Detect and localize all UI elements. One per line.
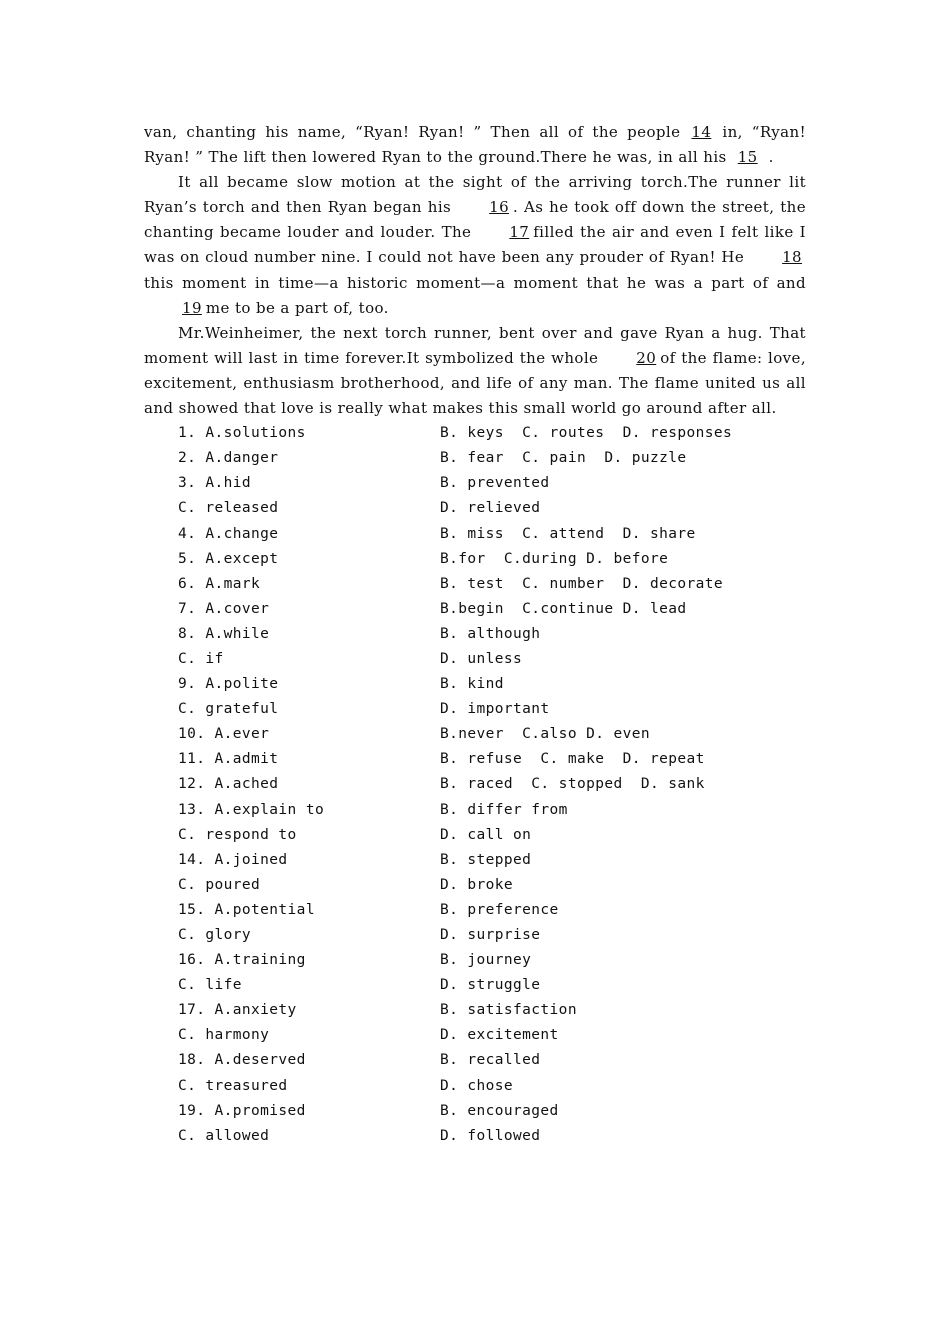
option-right: B.never C.also D. even [440,726,650,743]
option-row [144,1124,806,1149]
option-left: 6. A.mark [178,575,261,592]
option-right: D. struggle [440,977,541,994]
option-left: 11. A.admit [178,751,279,768]
option-row [144,747,806,772]
option-left: 9. A.polite [178,676,279,693]
option-right: B.for C.during D. before [440,550,669,567]
option-row [144,823,806,848]
option-row [144,722,806,747]
option-left: 12. A.ached [178,776,279,793]
paragraph-text: in, “Ryan! Ryan! ” The lift then lowered Ryan to the ground.There he was, in all his [144,123,806,167]
option-right: D. unless [440,650,523,667]
option-left: 4. A.change [178,525,279,542]
option-left: 10. A.ever [178,726,270,743]
option-left: 19. A.promised [178,1102,306,1119]
option-right: B. fear C. pain D. puzzle [440,450,687,467]
option-right: B. satisfaction [440,1002,577,1019]
option-right: B. prevented [440,475,550,492]
blank-19: 19 [182,298,202,317]
blank-18: 18 [782,248,802,267]
option-left: C. released [178,500,279,517]
document-page [144,120,806,1149]
option-right: D. broke [440,876,514,893]
option-left: C. harmony [178,1027,270,1044]
option-left: C. poured [178,876,261,893]
option-right: B. journey [440,952,532,969]
blank-20: 20 [636,348,657,367]
option-row [144,522,806,547]
option-row [144,1023,806,1048]
option-row [144,672,806,697]
option-left: 3. A.hid [178,475,252,492]
option-right: B. miss C. attend D. share [440,525,696,542]
blank-14: 14 [691,123,712,141]
blank-17: 17 [509,223,530,242]
option-right: B. preference [440,901,559,918]
option-right: B. recalled [440,1052,541,1069]
option-row [144,1048,806,1073]
paragraph-text: filled the air and even I felt like I was on cloud number nine. I could not have been any prouder of Ryan! He [144,223,806,267]
paragraph-text: It all became slow motion at the sight of the arriving torch.The runner lit Ryan’s torch and then Ryan began his [144,173,806,217]
paragraph-text: of the flame: love, excitement, enthusiasm brotherhood, and life of any man. The flame united us all and showed that love is really what makes this small world go around after all. [144,348,806,418]
option-left: C. treasured [178,1077,288,1094]
option-row [144,496,806,521]
option-left: C. grateful [178,701,279,718]
option-row [144,898,806,923]
option-right: D. important [440,701,550,718]
option-row [144,973,806,998]
paragraph-text: . As he took off down the street, the chanting became louder and louder. The [144,198,806,242]
option-right: D. chose [440,1077,514,1094]
option-left: 17. A.anxiety [178,1002,297,1019]
option-row [144,772,806,797]
option-left: 7. A.cover [178,600,270,617]
option-row [144,1074,806,1099]
paragraph-text: Mr.Weinheimer, the next torch runner, bent over and gave Ryan a hug. That moment will last in time forever.It symbolized the whole [144,323,806,367]
option-row [144,998,806,1023]
option-row [144,446,806,471]
option-right: D. excitement [440,1027,559,1044]
option-right: D. followed [440,1127,541,1144]
option-right: B.begin C.continue D. lead [440,600,687,617]
option-right: B. test C. number D. decorate [440,575,724,592]
option-right: B. kind [440,676,504,693]
option-row [144,421,806,446]
option-left: 18. A.deserved [178,1052,306,1069]
paragraph-text: this moment in time—a historic moment—a moment that he was a part of and [144,273,806,292]
paragraph-text: . [768,148,774,167]
option-right: D. call on [440,826,532,843]
option-left: 13. A.explain to [178,801,325,818]
paragraph-text: van, chanting his name, “Ryan! Ryan! ” Then all of the people [144,123,681,141]
option-row [144,848,806,873]
paragraph-2 [144,170,806,321]
option-left: 2. A.danger [178,450,279,467]
option-left: 14. A.joined [178,851,288,868]
option-left: 1. A.solutions [178,425,306,442]
option-right: B. although [440,625,541,642]
option-row [144,923,806,948]
option-left: C. glory [178,927,252,943]
paragraph-1 [144,120,806,170]
option-left: C. if [178,650,224,667]
option-right: B. keys C. routes D. responses [440,425,733,442]
blank-15: 15 [737,148,758,167]
option-row [144,1099,806,1124]
paragraph-3 [144,321,806,421]
option-left: 8. A.while [178,625,270,642]
option-right: B. differ from [440,801,568,818]
option-row [144,697,806,722]
option-row [144,798,806,823]
option-right: D. relieved [440,500,541,517]
option-left: C. life [178,977,242,994]
option-row [144,647,806,672]
option-row [144,948,806,973]
blank-16: 16 [489,198,510,217]
option-row [144,597,806,622]
option-row [144,572,806,597]
paragraph-text: me to be a part of, too. [205,298,389,317]
answer-options [144,421,806,1149]
option-row [144,622,806,647]
option-left: C. allowed [178,1127,270,1144]
option-row [144,873,806,898]
option-left: C. respond to [178,826,297,843]
option-right: B. stepped [440,851,532,868]
option-row [144,547,806,572]
option-right: B. refuse C. make D. repeat [440,751,705,768]
option-left: 5. A.except [178,550,279,567]
option-right: D. surprise [440,927,541,943]
option-right: B. raced C. stopped D. sank [440,776,705,793]
option-row [144,471,806,496]
option-left: 15. A.potential [178,901,315,918]
option-left: 16. A.training [178,952,306,969]
option-right: B. encouraged [440,1102,559,1119]
